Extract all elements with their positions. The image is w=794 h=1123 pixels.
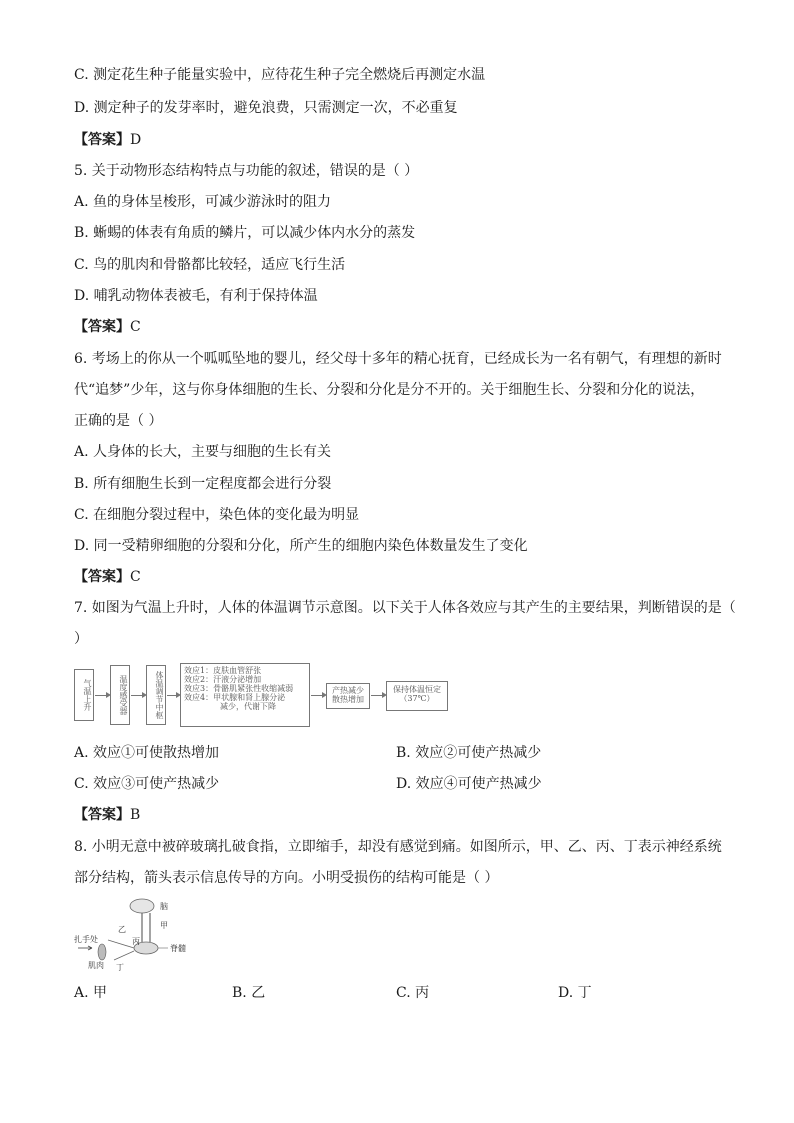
q8-option-b: B. 乙 [232, 985, 266, 1001]
effect-4: 效应4：甲状腺和肾上腺分泌 [184, 693, 286, 702]
effect-1: 效应1：皮肤血管舒张 [184, 666, 262, 675]
q7-answer [74, 806, 140, 824]
label-stab: 扎手处 [74, 935, 98, 944]
q6-option-c: C. 在细胞分裂过程中，染色体的变化最为明显 [74, 507, 360, 523]
diagram-box-result: 产热减少 散热增加 [326, 683, 370, 709]
arrow-icon [131, 695, 143, 696]
reflex-arc-diagram [74, 896, 204, 976]
q5-option-d: D. 哺乳动物体表被毛，有利于保持体温 [74, 288, 318, 304]
stable-temp: （37℃） [399, 694, 435, 703]
q7-stem-line-1: 7. 如图为气温上升时，人体的体温调节示意图。以下关于人体各效应与其产生的主要结果，判断错误的是（ [74, 600, 736, 616]
label-muscle: 肌肉 [88, 961, 104, 970]
stable-label: 保持体温恒定 [393, 685, 441, 694]
q6-option-b: B. 所有细胞生长到一定程度都会进行分裂 [74, 476, 332, 492]
q7-option-c: C. 效应③可使产热减少 [74, 776, 220, 792]
answer-tag: 【答案】 [74, 807, 130, 823]
q7-option-d: D. 效应④可使产热减少 [396, 776, 542, 792]
arrow-icon [95, 695, 107, 696]
q5-stem: 5. 关于动物形态结构特点与功能的叙述，错误的是（ ） [74, 163, 419, 179]
answer-value: B [130, 807, 141, 823]
label-spinal: 脊髓 [170, 944, 186, 953]
diagram-box-temperature-rise: 气温上升 [74, 669, 94, 721]
label-brain: 脑 [160, 902, 168, 911]
q8-option-c: C. 丙 [396, 985, 430, 1001]
q7-stem-line-2: ） [74, 631, 88, 647]
q6-answer [74, 568, 141, 586]
q6-stem-line-3: 正确的是（ ） [74, 413, 163, 429]
diagram-box-receptor: 温度感受器 [110, 665, 130, 725]
answer-value: C [130, 319, 141, 335]
effect-2: 效应2：汗液分泌增加 [184, 675, 262, 684]
effect-3: 效应3：骨骼肌紧张性收缩减弱 [184, 684, 294, 693]
answer-tag: 【答案】 [74, 132, 130, 148]
label-bing: 丙 [132, 937, 140, 946]
q8-option-a: A. 甲 [74, 985, 108, 1001]
q6-option-a: A. 人身体的长大，主要与细胞的生长有关 [74, 444, 332, 460]
effect-4-cont: 减少，代谢下降 [220, 702, 276, 711]
answer-tag: 【答案】 [74, 569, 130, 585]
q8-stem-line-1: 8. 小明无意中被碎玻璃扎破食指，立即缩手，却没有感觉到痛。如图所示，甲、乙、丙、丁表示神经系统 [74, 839, 722, 855]
q7-option-b: B. 效应②可使产热减少 [396, 745, 542, 761]
answer-tag: 【答案】 [74, 319, 130, 335]
q7-options-row-2 [74, 775, 714, 793]
q8-stem-line-2: 部分结构，箭头表示信息传导的方向。小明受损伤的结构可能是（ ） [74, 870, 499, 886]
q7-option-a: A. 效应①可使散热增加 [74, 745, 220, 761]
diagram-box-stable [386, 681, 448, 711]
q6-option-d: D. 同一受精卵细胞的分裂和分化，所产生的细胞内染色体数量发生了变化 [74, 538, 528, 554]
thermoregulation-diagram [74, 661, 454, 729]
label-yi: 乙 [118, 925, 126, 934]
arrow-icon [371, 695, 383, 696]
answer-value: D [130, 132, 142, 148]
q8-options-row [74, 984, 674, 1002]
diagram-box-center: 体温调节中枢 [146, 665, 166, 725]
answer-value: C [130, 569, 141, 585]
q6-stem-line-2: 代“追梦”少年，这与你身体细胞的生长、分裂和分化是分不开的。关于细胞生长、分裂和分化的说法， [74, 382, 705, 398]
q5-option-c: C. 鸟的肌肉和骨骼都比较轻，适应飞行生活 [74, 257, 346, 273]
q6-stem-line-1: 6. 考场上的你从一个呱呱坠地的婴儿，经父母十多年的精心抚育，已经成长为一名有朝气，有理想的新时 [74, 351, 722, 367]
q7-options-row-1 [74, 744, 714, 762]
q5-answer [74, 318, 141, 336]
q5-option-a: A. 鱼的身体呈梭形，可减少游泳时的阻力 [74, 194, 332, 210]
q4-option-c: C. 测定花生种子能量实验中，应待花生种子完全燃烧后再测定水温 [74, 67, 486, 83]
arrow-icon [167, 695, 177, 696]
q5-option-b: B. 蜥蜴的体表有角质的鳞片，可以减少体内水分的蒸发 [74, 225, 416, 241]
q4-answer [74, 131, 141, 149]
label-jia: 甲 [160, 921, 168, 930]
q8-option-d: D. 丁 [558, 985, 592, 1001]
q4-option-d: D. 测定种子的发芽率时，避免浪费，只需测定一次，不必重复 [74, 100, 458, 116]
diagram-box-effects [180, 663, 310, 727]
label-ding: 丁 [116, 963, 124, 972]
arrow-icon [311, 695, 323, 696]
